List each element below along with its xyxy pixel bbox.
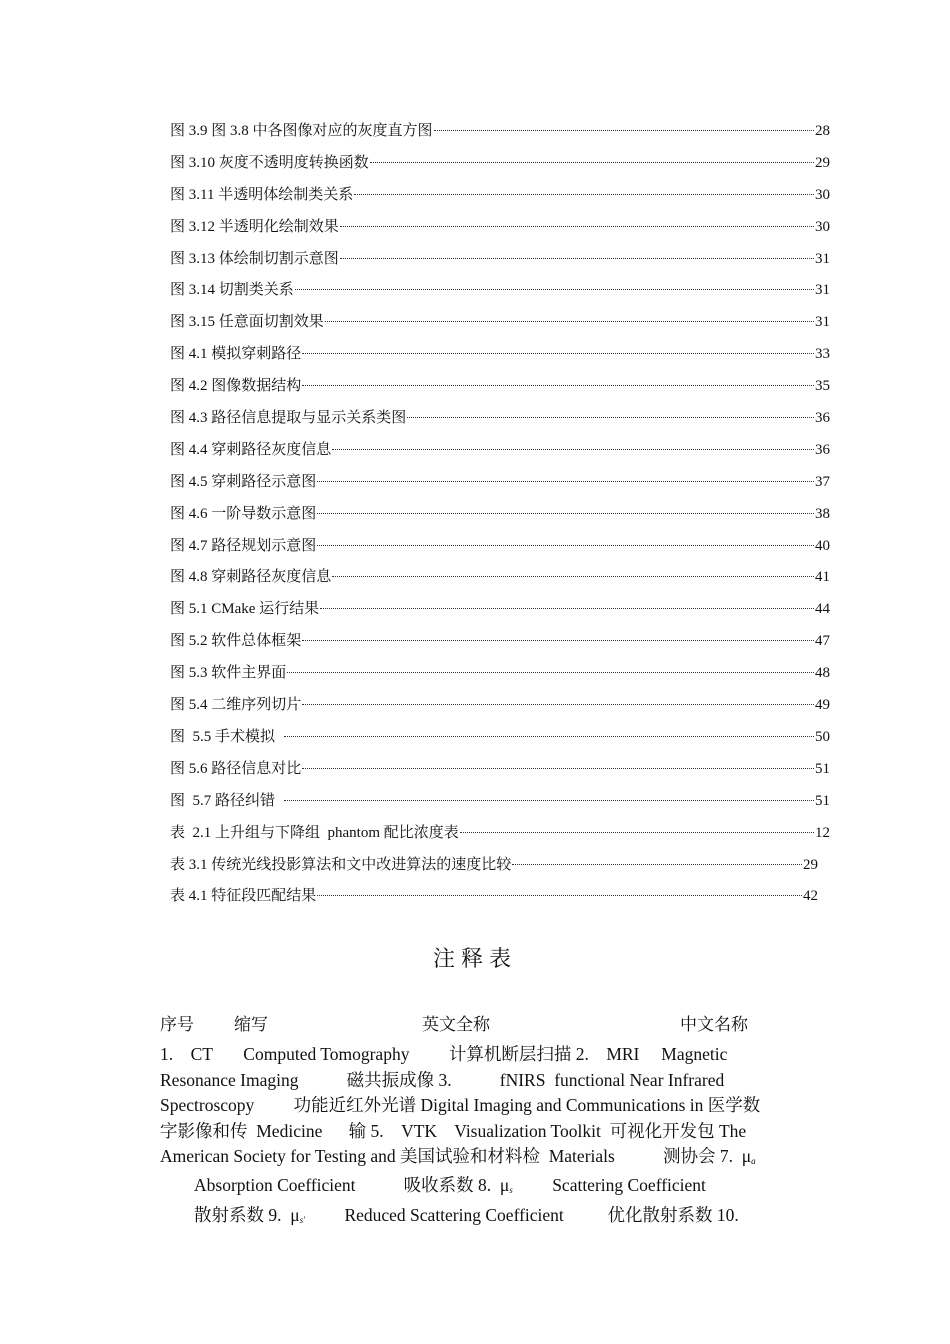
abbreviation-text-line xyxy=(160,1200,830,1230)
leader-dots xyxy=(317,480,814,482)
leader-dots xyxy=(302,703,814,705)
leader-dots xyxy=(284,735,814,737)
header-abbreviation: 缩写 xyxy=(234,1015,268,1034)
toc-entry-label: 图 5.2 软件总体框架 xyxy=(170,633,302,650)
abbreviation-text-line: Resonance Imaging 磁共振成像 3. fNIRS functional Near Infrared xyxy=(160,1069,725,1090)
line-text: Reduced Scattering Coefficient 优化散射系数 10. xyxy=(305,1204,739,1225)
leader-dots xyxy=(332,575,814,577)
leader-dots xyxy=(295,288,814,290)
leader-dots xyxy=(434,129,814,131)
toc-entry-page: 31 xyxy=(815,282,830,299)
toc-entry-label: 表 3.1 传统光线投影算法和文中改进算法的速度比较 xyxy=(170,856,512,873)
toc-entry-label: 图 3.14 切割类关系 xyxy=(170,282,294,299)
toc-entry[interactable] xyxy=(170,694,830,726)
toc-entry[interactable] xyxy=(170,407,830,439)
toc-entry-label: 图 5.6 路径信息对比 xyxy=(170,760,302,777)
mu-subscript: s xyxy=(509,1184,513,1195)
toc-entry-label: 图 4.5 穿刺路径示意图 xyxy=(170,473,317,490)
toc-entry-label: 图 4.4 穿刺路径灰度信息 xyxy=(170,441,332,458)
line-text: Absorption Coefficient 吸收系数 8. μ xyxy=(194,1174,510,1195)
toc-entry[interactable] xyxy=(170,598,830,630)
leader-dots xyxy=(332,448,814,450)
toc-entry-label: 图 3.9 图 3.8 中各图像对应的灰度直方图 xyxy=(170,123,433,139)
leader-dots xyxy=(317,894,802,896)
toc-entry-label: 图 5.3 软件主界面 xyxy=(170,665,287,682)
toc-entry-label: 图 5.7 路径纠错 xyxy=(170,792,283,809)
toc-entry[interactable] xyxy=(170,248,830,280)
mu-subscript: s' xyxy=(299,1214,306,1225)
toc-entry-page: 38 xyxy=(815,505,830,522)
toc-entry-page: 47 xyxy=(815,633,830,650)
toc-entry-page: 44 xyxy=(815,601,830,618)
toc-entry[interactable] xyxy=(170,184,830,216)
toc-entry-label: 图 5.1 CMake 运行结果 xyxy=(170,601,320,618)
toc-entry-label: 表 2.1 上升组与下降组 phantom 配比浓度表 xyxy=(170,824,459,841)
toc-entry-page: 33 xyxy=(815,346,830,363)
toc-entry[interactable] xyxy=(170,439,830,471)
line-text: Scattering Coefficient xyxy=(512,1174,706,1195)
toc-entry-page: 48 xyxy=(815,665,830,682)
toc-entry[interactable] xyxy=(170,120,830,152)
toc-entry-page: 35 xyxy=(815,378,830,395)
toc-entry-page: 36 xyxy=(815,410,830,427)
toc-entry-label: 图 4.3 路径信息提取与显示关系类图 xyxy=(170,410,407,427)
toc-entry-label: 图 4.6 一阶导数示意图 xyxy=(170,505,317,522)
leader-dots xyxy=(287,671,814,673)
leader-dots xyxy=(320,607,814,609)
toc-entry-page: 29 xyxy=(803,856,818,873)
leader-dots xyxy=(340,257,814,259)
abbreviation-text-line: 字影像和传 Medicine 输 5. VTK Visualization Toolkit 可视化开发包 The xyxy=(160,1120,747,1141)
toc-entry[interactable] xyxy=(170,535,830,567)
leader-dots xyxy=(354,193,814,195)
header-english-name: 英文全称 xyxy=(422,1015,490,1034)
mu-subscript: a xyxy=(751,1156,756,1166)
header-chinese-name: 中文名称 xyxy=(680,1015,748,1034)
abbreviation-table-body xyxy=(160,1042,830,1230)
abbreviation-text-line: 1. CT Computed Tomography 计算机断层扫描 2. MRI Magnetic xyxy=(160,1044,728,1064)
toc-entry-page: 28 xyxy=(815,123,830,139)
toc-entry-label: 图 4.7 路径规划示意图 xyxy=(170,537,317,554)
toc-entry-label: 图 3.15 任意面切割效果 xyxy=(170,314,324,331)
toc-entry-page: 31 xyxy=(815,314,830,331)
toc-entry[interactable] xyxy=(170,471,830,503)
toc-entry[interactable] xyxy=(170,854,818,886)
toc-entry-page: 12 xyxy=(815,824,830,841)
figure-table-list xyxy=(170,120,830,917)
toc-entry-page: 50 xyxy=(815,728,830,745)
toc-entry[interactable] xyxy=(170,503,830,535)
leader-dots xyxy=(284,799,814,801)
toc-entry-label: 图 5.5 手术模拟 xyxy=(170,728,283,745)
toc-entry[interactable] xyxy=(170,216,830,248)
abbreviation-text-line: Spectroscopy 功能近红外光谱 Digital Imaging and Communications in 医学数 xyxy=(160,1095,761,1115)
toc-entry-label: 图 3.13 体绘制切割示意图 xyxy=(170,250,339,267)
leader-dots xyxy=(302,352,814,354)
leader-dots xyxy=(512,863,802,865)
toc-entry-label: 图 5.4 二维序列切片 xyxy=(170,697,302,714)
toc-entry[interactable] xyxy=(170,662,830,694)
toc-entry-page: 37 xyxy=(815,473,830,490)
toc-entry-page: 42 xyxy=(803,888,818,905)
toc-entry-label: 图 3.10 灰度不透明度转换函数 xyxy=(170,154,369,171)
line-text: 散射系数 9. μ xyxy=(194,1204,300,1225)
toc-entry[interactable] xyxy=(170,885,818,917)
line-text: American Society for Testing and 美国试验和材料检 Materials 测协会 7. μ xyxy=(160,1146,752,1166)
toc-entry[interactable] xyxy=(170,726,830,758)
toc-entry-label: 图 4.2 图像数据结构 xyxy=(170,378,302,395)
abbreviation-text-line xyxy=(160,1170,830,1200)
toc-entry-label: 图 3.11 半透明体绘制类关系 xyxy=(170,186,354,203)
toc-entry-label: 图 3.12 半透明化绘制效果 xyxy=(170,218,339,235)
toc-entry-page: 29 xyxy=(815,154,830,171)
header-index: 序号 xyxy=(160,1015,194,1034)
toc-entry[interactable] xyxy=(170,343,830,375)
toc-entry-page: 51 xyxy=(815,760,830,777)
toc-entry[interactable] xyxy=(170,375,830,407)
toc-entry-page: 30 xyxy=(815,186,830,203)
leader-dots xyxy=(302,767,814,769)
toc-entry-page: 40 xyxy=(815,537,830,554)
leader-dots xyxy=(302,639,814,641)
toc-entry[interactable] xyxy=(170,279,830,311)
toc-entry[interactable] xyxy=(170,566,830,598)
leader-dots xyxy=(302,384,814,386)
leader-dots xyxy=(317,512,814,514)
toc-entry-page: 41 xyxy=(815,569,830,586)
toc-entry-page: 51 xyxy=(815,792,830,809)
abbreviation-table-header xyxy=(160,1010,840,1036)
leader-dots xyxy=(460,831,814,833)
toc-entry[interactable] xyxy=(170,790,830,822)
toc-entry-label: 表 4.1 特征段匹配结果 xyxy=(170,888,317,905)
toc-entry[interactable] xyxy=(170,822,830,854)
toc-entry[interactable] xyxy=(170,758,830,790)
toc-entry-page: 49 xyxy=(815,697,830,714)
abbreviation-text-line xyxy=(160,1144,830,1170)
leader-dots xyxy=(370,161,814,163)
section-title: 注释表 xyxy=(432,947,517,972)
toc-entry[interactable] xyxy=(170,311,830,343)
leader-dots xyxy=(340,225,814,227)
toc-entry-page: 31 xyxy=(815,250,830,267)
toc-entry[interactable] xyxy=(170,630,830,662)
toc-entry[interactable] xyxy=(170,152,830,184)
toc-entry-page: 36 xyxy=(815,441,830,458)
toc-entry-label: 图 4.1 模拟穿刺路径 xyxy=(170,346,302,363)
leader-dots xyxy=(407,416,814,418)
leader-dots xyxy=(317,544,814,546)
toc-entry-page: 30 xyxy=(815,218,830,235)
leader-dots xyxy=(325,320,814,322)
toc-entry-label: 图 4.8 穿刺路径灰度信息 xyxy=(170,569,332,586)
